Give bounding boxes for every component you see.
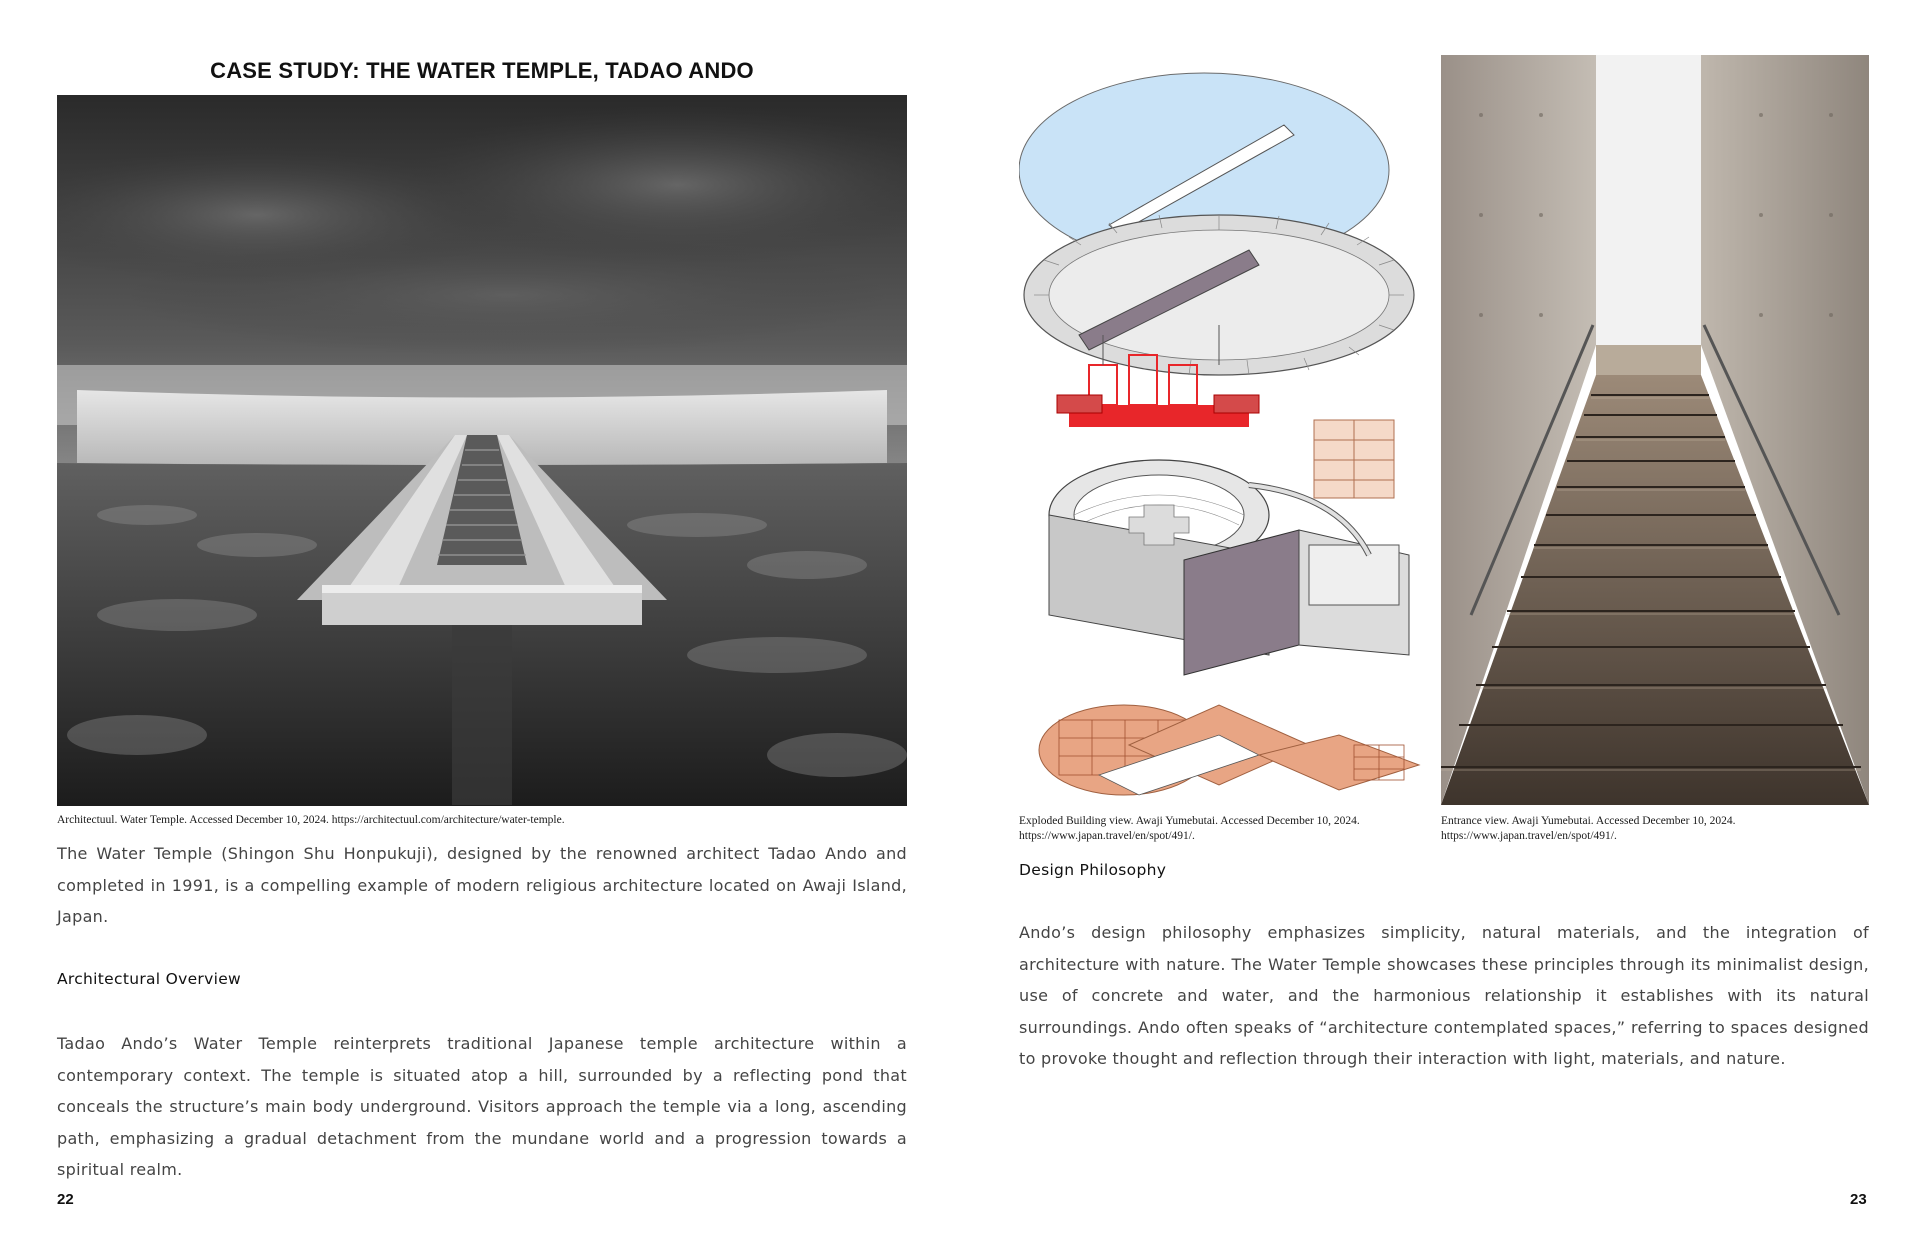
exploded-axonometric-diagram bbox=[1019, 55, 1425, 805]
design-philosophy-paragraph: Ando’s design philosophy emphasizes simplicity, natural materials, and the integration of architecture with nature. The Water Temple showcases these principles through its minimalist design, use of concrete and water, and the harmonious relationship it establishes with its natural surroundings. Ando often speaks of “architecture contemplated spaces,” referring to spaces designed to provoke thought and reflection through their interaction with light, materials, and nature. bbox=[1019, 923, 1869, 1068]
intro-paragraph: The Water Temple (Shingon Shu Honpukuji), designed by the renowned architect Tadao Ando and completed in 1991, is a compelling example of modern religious architecture located on Awaji Island, Japan. bbox=[57, 844, 907, 926]
temple-photo-caption: Architectuul. Water Temple. Accessed December 10, 2024. https://architectuul.com/architecture/water-temple. bbox=[57, 814, 565, 826]
page-number-left: 22 bbox=[57, 1191, 74, 1208]
entrance-view-caption: Entrance view. Awaji Yumebutai. Accessed December 10, 2024. https://www.japan.travel/en/spot/491/. bbox=[1441, 815, 1736, 842]
design-philosophy-heading: Design Philosophy bbox=[1019, 861, 1167, 879]
entrance-stairs-photo bbox=[1441, 55, 1869, 805]
water-temple-photo bbox=[57, 95, 907, 806]
exploded-view-caption: Exploded Building view. Awaji Yumebutai. Accessed December 10, 2024. https://www.japan.travel/en/spot/491/. bbox=[1019, 815, 1360, 842]
architectural-overview-paragraph: Tadao Ando’s Water Temple reinterprets traditional Japanese temple architecture within a contemporary context. The temple is situated atop a hill, surrounded by a reflecting pond that conceals the structure’s main body underground. Visitors approach the temple via a long, ascending path, emphasizing a gradual detachment from the mundane world and a progression towards a spiritual realm. bbox=[57, 1034, 907, 1179]
page-number-right: 23 bbox=[1850, 1191, 1867, 1208]
architectural-overview-heading: Architectural Overview bbox=[57, 970, 242, 988]
page-title: CASE STUDY: THE WATER TEMPLE, TADAO ANDO bbox=[210, 58, 754, 83]
